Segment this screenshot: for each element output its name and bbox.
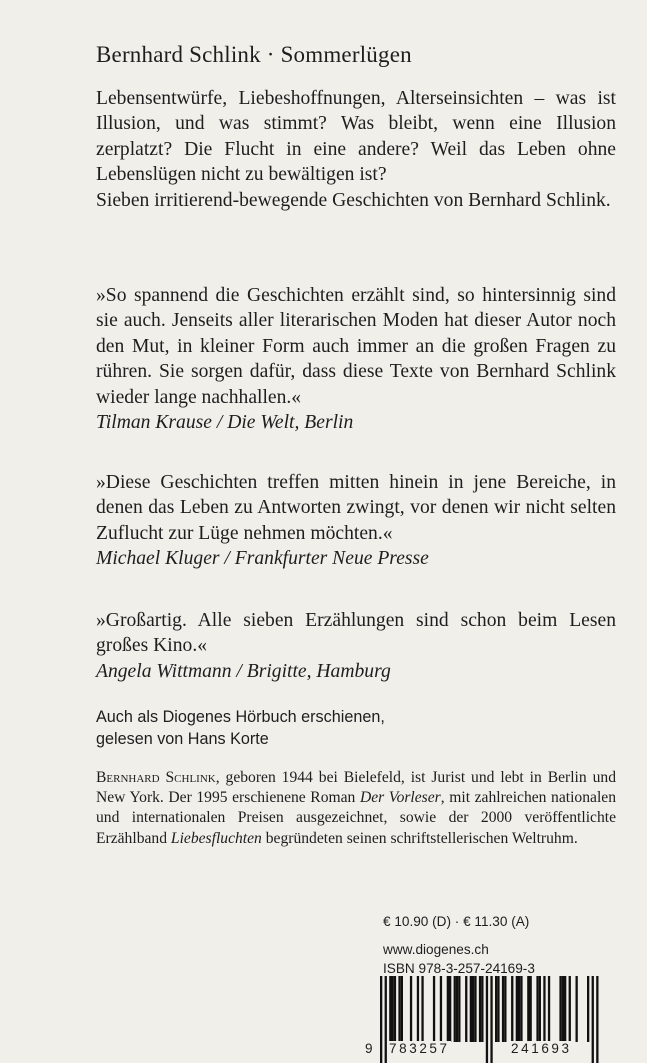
quote-source: Michael Kluger / Frankfurter Neue Presse	[96, 548, 429, 570]
barcode-bar	[474, 976, 476, 1042]
barcode-bar	[454, 976, 456, 1042]
barcode-first-digit: 9	[365, 1041, 373, 1056]
barcode-bar	[433, 976, 435, 1042]
barcode-digits	[362, 1041, 624, 1063]
barcode-bar	[562, 976, 564, 1042]
barcode-bar	[479, 976, 481, 1042]
bio-book-title: Liebesfluchten	[170, 829, 262, 847]
barcode-bar	[465, 976, 467, 1042]
barcode-bar	[502, 976, 504, 1042]
barcode-bar	[449, 976, 451, 1042]
quote-text: »Großartig. Alle sieben Erzählungen sind schon beim Lesen großes Kino.«	[96, 610, 616, 657]
barcode-bar	[495, 976, 497, 1042]
barcode-bar	[392, 976, 394, 1042]
barcode-bar	[587, 976, 589, 1042]
barcode-bar	[401, 976, 403, 1042]
author-bio	[96, 768, 616, 849]
review-quote	[96, 608, 616, 684]
blurb-tagline: Sieben irritierend-bewegende Geschichten von Bernhard Schlink.	[96, 189, 611, 211]
barcode-bar	[576, 976, 578, 1042]
barcode-bar	[548, 976, 550, 1042]
barcode-bar	[421, 976, 423, 1042]
price: € 10.90 (D) · € 11.30 (A)	[383, 914, 530, 929]
bio-text: , mit zahlreichen nationalen und internationalen Preisen ausgezeichnet, sowie der 2000 veröffentlichte Erzählband	[96, 789, 616, 847]
barcode-bar	[458, 976, 460, 1042]
barcode-bar	[530, 976, 532, 1042]
barcode-bar	[559, 976, 561, 1042]
book-blurb	[96, 86, 616, 213]
barcode-bar	[527, 976, 529, 1042]
quote-source: Tilman Krause / Die Welt, Berlin	[96, 412, 354, 434]
barcode-bar	[456, 976, 458, 1042]
barcode-bar	[481, 976, 483, 1042]
barcode-bar	[543, 976, 545, 1042]
barcode-bar	[394, 976, 396, 1042]
barcode-bar	[504, 976, 506, 1042]
author-name: Bernhard Schlink	[96, 769, 216, 786]
barcode-bar	[417, 976, 419, 1042]
barcode-bar	[511, 976, 513, 1042]
barcode-bar	[564, 976, 566, 1042]
blurb-text: Lebensentwürfe, Liebeshoffnungen, Alterseinsichten – was ist Illusion, und was stimmt? Was bleibt, wenn eine Illusion zerplatzt? Die Flucht in eine andere? Weil das Leben ohne Lebenslügen nicht zu bewältigen ist?	[96, 88, 616, 186]
barcode-bar	[539, 976, 541, 1042]
barcode-bar	[389, 976, 391, 1042]
barcode-bar	[447, 976, 449, 1042]
barcode-bar	[398, 976, 400, 1042]
book-title: Bernhard Schlink · Sommerlügen	[96, 42, 412, 67]
barcode-bar	[516, 976, 518, 1042]
review-quote	[96, 283, 616, 435]
bio-book-title: Der Vorleser	[359, 789, 441, 807]
quote-text: »So spannend die Geschichten erzählt sind, so hintersinnig sind sie auch. Jenseits aller literarischen Moden hat dieser Autor noch den Mut, in kleiner Form auch immer an die großen Fragen zu rühren. Sie sorgen dafür, dass diese Texte von Bernhard Schlink wieder lange nachhallen.«	[96, 285, 616, 408]
barcode-bar	[440, 976, 442, 1042]
barcode-bar	[520, 976, 522, 1042]
barcode-bar	[536, 976, 538, 1042]
barcode-left-digits: 783257	[389, 1041, 450, 1056]
barcode-bar	[518, 976, 520, 1042]
bio-text: begründeten seinen schriftstellerischen Weltruhm.	[261, 829, 578, 847]
publisher-website: www.diogenes.ch	[383, 942, 489, 957]
barcode-bar	[470, 976, 472, 1042]
quote-text: »Diese Geschichten treffen mitten hinein in jene Bereiche, in denen das Leben zu Antworten zwingt, vor denen wir nicht selten Zuflucht zur Lüge nehmen möchten.«	[96, 472, 616, 544]
barcode-bar	[569, 976, 571, 1042]
barcode-bar	[410, 976, 412, 1042]
barcode-bar	[497, 976, 499, 1042]
quote-source: Angela Wittmann / Brigitte, Hamburg	[96, 660, 391, 682]
audiobook-note	[96, 706, 616, 750]
isbn: ISBN 978-3-257-24169-3	[383, 961, 535, 976]
audiobook-line: Auch als Diogenes Hörbuch erschienen,	[96, 708, 385, 726]
barcode-right-digits: 241693	[511, 1041, 572, 1056]
barcode-bar	[472, 976, 474, 1042]
audiobook-line: gelesen von Hans Korte	[96, 730, 269, 748]
bio-text: , geboren 1944 bei Bielefeld, ist Jurist und lebt in Berlin und New York. Der 1995 erschienene Roman	[96, 769, 616, 807]
review-quote	[96, 470, 616, 572]
